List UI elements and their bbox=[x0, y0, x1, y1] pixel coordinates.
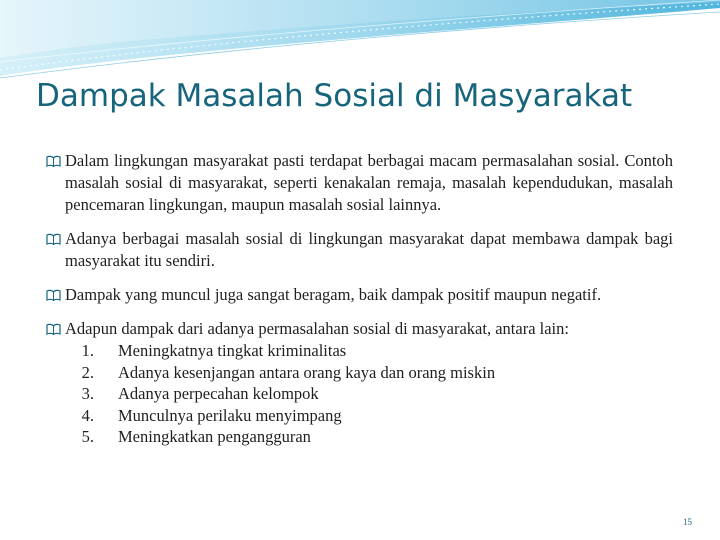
bullet-item bbox=[46, 150, 673, 216]
open-book-icon bbox=[46, 289, 61, 301]
list-item-text: Adanya perpecahan kelompok bbox=[118, 384, 319, 403]
list-number: 2. bbox=[81, 362, 94, 382]
list-item bbox=[65, 362, 673, 384]
open-book-icon bbox=[46, 233, 61, 245]
list-item bbox=[65, 340, 673, 362]
list-number: 5. bbox=[81, 427, 94, 446]
list-number: 4. bbox=[81, 405, 94, 425]
slide-title: Dampak Masalah Sosial di Masyarakat bbox=[36, 78, 633, 114]
open-book-icon bbox=[46, 323, 61, 335]
list-number: 1. bbox=[81, 341, 94, 360]
bullet-item bbox=[46, 284, 673, 306]
list-item bbox=[65, 383, 673, 405]
bullet-item bbox=[46, 318, 673, 448]
open-book-icon bbox=[46, 155, 61, 167]
numbered-list bbox=[65, 340, 673, 448]
list-item-text: Meningkatnya tingkat kriminalitas bbox=[118, 341, 347, 360]
bullet-text: Adanya berbagai masalah sosial di lingkungan masyarakat dapat membawa dampak bagi masyarakat itu sendiri. bbox=[65, 229, 673, 270]
page-number: 15 bbox=[683, 517, 692, 527]
list-item-text: Munculnya perilaku menyimpang bbox=[118, 405, 342, 425]
list-item-text: Adanya kesenjangan antara orang kaya dan orang miskin bbox=[118, 362, 496, 382]
bullet-text: Dampak yang muncul juga sangat beragam, baik dampak positif maupun negatif. bbox=[65, 285, 602, 304]
bullet-text: Dalam lingkungan masyarakat pasti terdapat berbagai macam permasalahan sosial. Contoh masalah sosial di masyarakat, seperti kenakalan remaja, masalah kependudukan, masalah pencemaran lingkungan, maupun masalah sosial lainnya. bbox=[65, 151, 673, 214]
list-number: 3. bbox=[81, 384, 94, 403]
list-item-text: Meningkatkan pengangguran bbox=[118, 427, 311, 446]
bullet-text: Adapun dampak dari adanya permasalahan sosial di masyarakat, antara lain: bbox=[65, 319, 569, 338]
decorative-wave-banner bbox=[0, 0, 720, 80]
list-item bbox=[65, 405, 673, 427]
list-item bbox=[65, 426, 673, 448]
slide-content bbox=[46, 150, 673, 460]
bullet-item bbox=[46, 228, 673, 272]
